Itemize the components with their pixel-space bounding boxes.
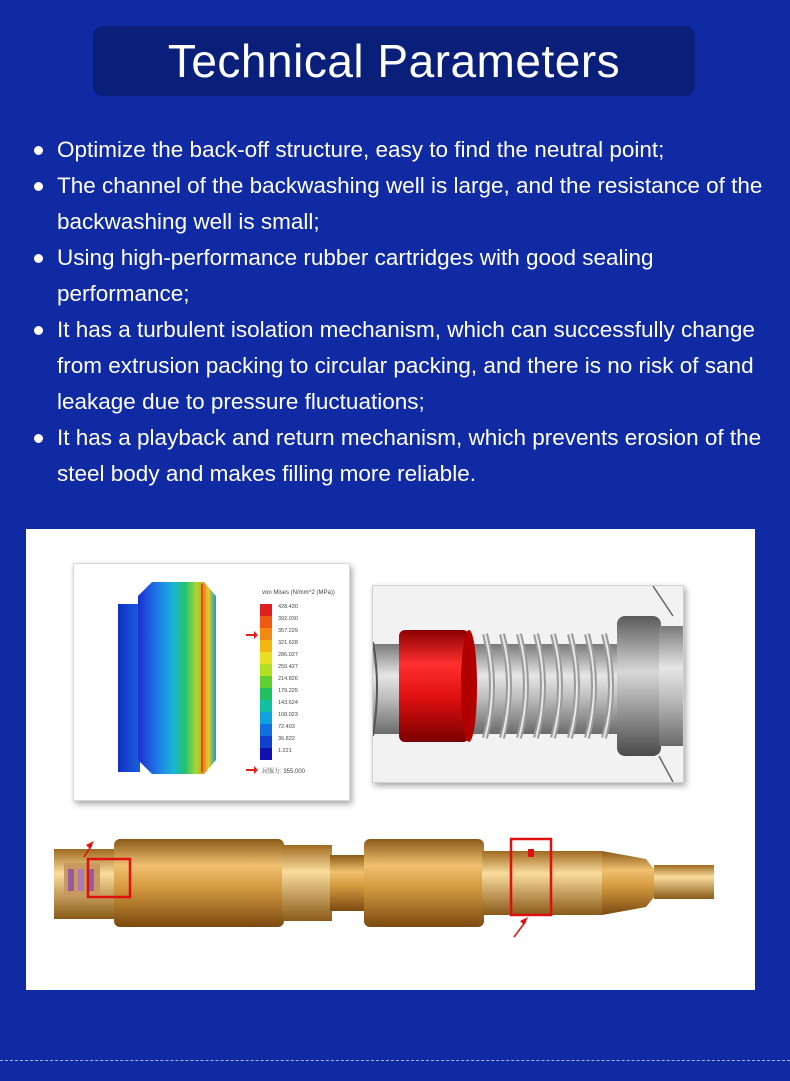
bullet-dot bbox=[34, 182, 43, 191]
list-item bbox=[30, 420, 770, 492]
list-item bbox=[30, 168, 770, 240]
stress-legend-values bbox=[278, 604, 298, 754]
legend-value-label: 1.221 bbox=[278, 748, 292, 754]
page-title: Technical Parameters bbox=[167, 35, 621, 87]
legend-color-swatch bbox=[260, 712, 272, 724]
legend-value-label: 392.030 bbox=[278, 616, 298, 622]
legend-value-label: 357.229 bbox=[278, 628, 298, 634]
legend-color-swatch bbox=[260, 628, 272, 640]
list-item-text: Optimize the back-off structure, easy to find the neutral point; bbox=[57, 137, 665, 162]
list-item-text: It has a turbulent isolation mechanism, which can successfully change from extrusion packing to circular packing, and there is no risk of sand leakage due to pressure fluctuations; bbox=[57, 317, 755, 414]
legend-value-label: 108.023 bbox=[278, 712, 298, 718]
bullet-dot bbox=[34, 254, 43, 263]
list-item-text: Using high-performance rubber cartridges with good sealing performance; bbox=[57, 245, 654, 306]
arrow-icon bbox=[246, 766, 258, 774]
legend-value-label: 428.430 bbox=[278, 604, 298, 610]
legend-color-swatch bbox=[260, 724, 272, 736]
legend-value-label: 36.822 bbox=[278, 736, 295, 742]
list-item-text: The channel of the backwashing well is large, and the resistance of the backwashing well is small; bbox=[57, 173, 763, 234]
product-figure-panel bbox=[26, 529, 755, 990]
arrow-icon bbox=[246, 631, 258, 639]
legend-value-label: 214.826 bbox=[278, 676, 298, 682]
list-item bbox=[30, 132, 770, 168]
title-banner bbox=[93, 26, 695, 96]
legend-value-label: 143.624 bbox=[278, 700, 298, 706]
bullet-dot bbox=[34, 326, 43, 335]
yield-strength-label: 屈服力: 355.000 bbox=[262, 769, 306, 775]
legend-value-label: 321.628 bbox=[278, 640, 298, 646]
stress-simulation-graphic bbox=[74, 564, 349, 800]
bullet-dot bbox=[34, 434, 43, 443]
legend-color-swatch bbox=[260, 664, 272, 676]
spring-cartridge-graphic bbox=[373, 586, 683, 782]
legend-value-label: 250.427 bbox=[278, 664, 298, 670]
legend-color-swatch bbox=[260, 700, 272, 712]
packer-tool-image bbox=[54, 825, 724, 941]
legend-color-swatch bbox=[260, 616, 272, 628]
list-item-text: It has a playback and return mechanism, which prevents erosion of the steel body and makes filling more reliable. bbox=[57, 425, 762, 486]
legend-color-swatch bbox=[260, 736, 272, 748]
legend-color-swatch bbox=[260, 652, 272, 664]
spring-cartridge-image bbox=[372, 585, 684, 783]
stress-legend-colorbar bbox=[260, 604, 272, 760]
legend-value-label: 286.027 bbox=[278, 652, 298, 658]
list-item bbox=[30, 312, 770, 420]
legend-color-swatch bbox=[260, 676, 272, 688]
legend-value-label: 179.225 bbox=[278, 688, 298, 694]
stress-simulation-image bbox=[73, 563, 350, 801]
stress-legend-title: von Mises (N/mm^2 (MPa)) bbox=[262, 590, 335, 596]
bullet-dot bbox=[34, 146, 43, 155]
dashed-divider bbox=[0, 1060, 790, 1061]
legend-value-label: 72.403 bbox=[278, 724, 295, 730]
legend-color-swatch bbox=[260, 604, 272, 616]
packer-tool-graphic bbox=[54, 825, 724, 941]
parameter-list bbox=[30, 132, 770, 492]
legend-color-swatch bbox=[260, 748, 272, 760]
legend-color-swatch bbox=[260, 640, 272, 652]
list-item bbox=[30, 240, 770, 312]
legend-color-swatch bbox=[260, 688, 272, 700]
